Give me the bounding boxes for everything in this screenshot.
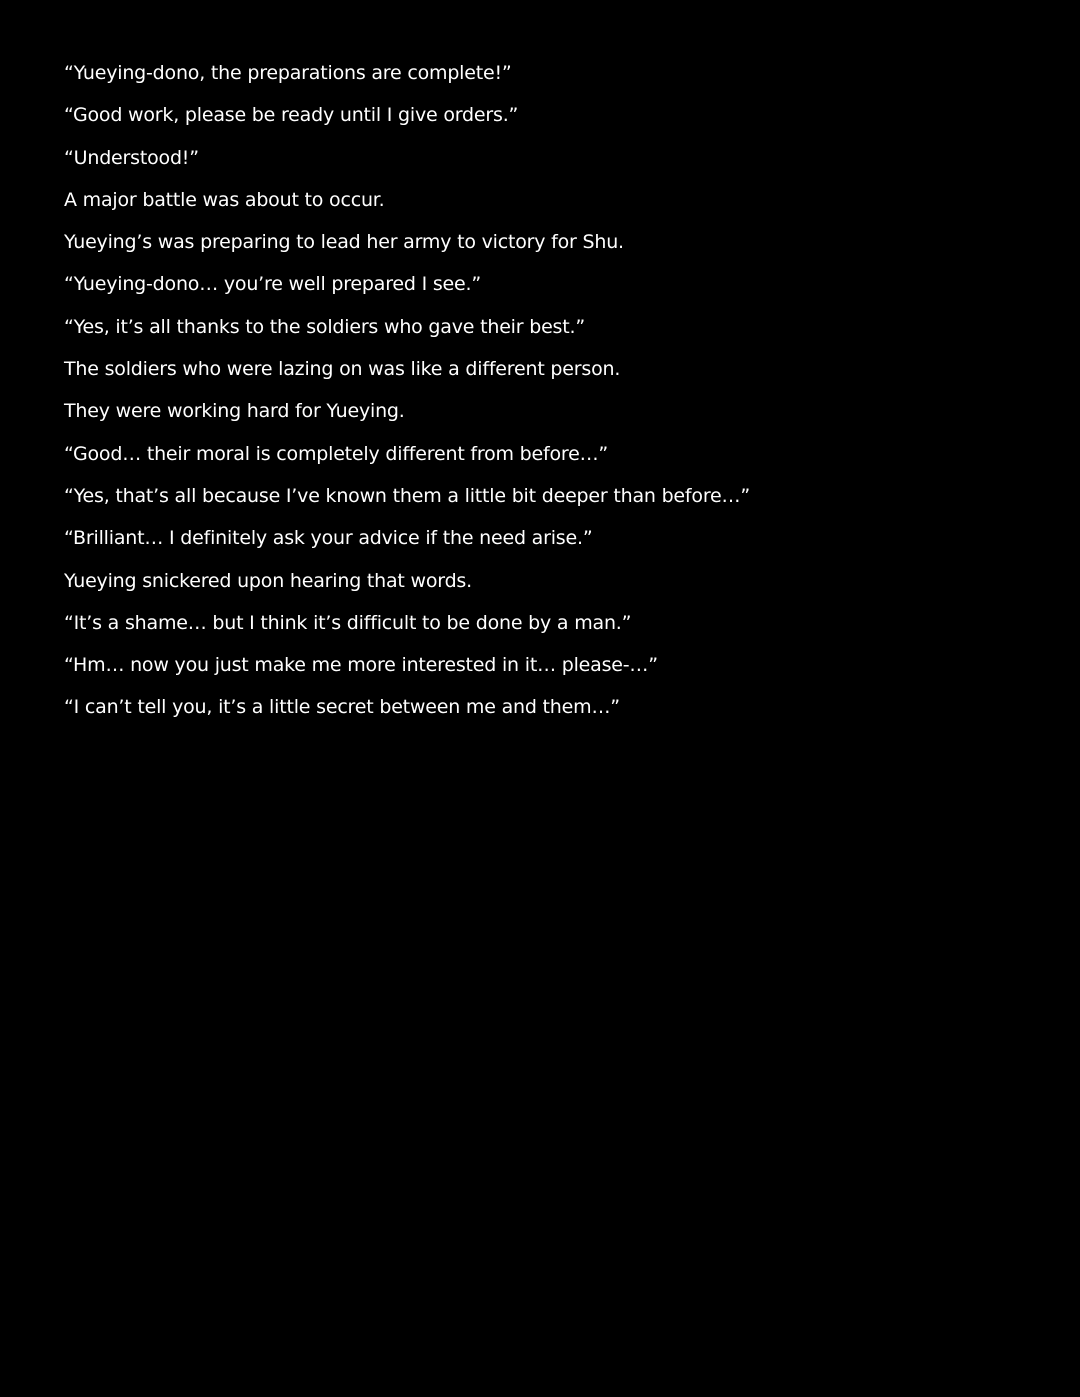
text-line-11: “Yes, that’s all because I’ve known them a little bit deeper than before…” (64, 484, 750, 507)
text-line-3: “Understood!” (64, 146, 199, 169)
text-line-13: Yueying snickered upon hearing that words. (64, 569, 472, 592)
text-line-16: “I can’t tell you, it’s a little secret between me and them…” (64, 696, 620, 719)
text-line-12: “Brilliant… I definitely ask your advice if the need arise.” (64, 527, 593, 550)
text-line-2: “Good work, please be ready until I give orders.” (64, 104, 519, 127)
text-line-6: “Yueying-dono… you’re well prepared I see.” (64, 273, 482, 296)
text-line-7: “Yes, it’s all thanks to the soldiers who gave their best.” (64, 315, 585, 338)
text-line-1: “Yueying-dono, the preparations are complete!” (64, 62, 512, 84)
text-line-15: “Hm… now you just make me more interested in it… please-…” (64, 654, 658, 677)
text-line-5: Yueying’s was preparing to lead her army to victory for Shu. (64, 231, 624, 254)
text-line-10: “Good… their moral is completely different from before…” (64, 442, 609, 465)
text-line-9: They were working hard for Yueying. (64, 400, 405, 423)
text-line-14: “It’s a shame… but I think it’s difficult to be done by a man.” (64, 611, 632, 634)
text-line-4: A major battle was about to occur. (64, 188, 385, 211)
text-line-8: The soldiers who were lazing on was like a different person. (64, 358, 621, 381)
story-text (64, 52, 1024, 729)
